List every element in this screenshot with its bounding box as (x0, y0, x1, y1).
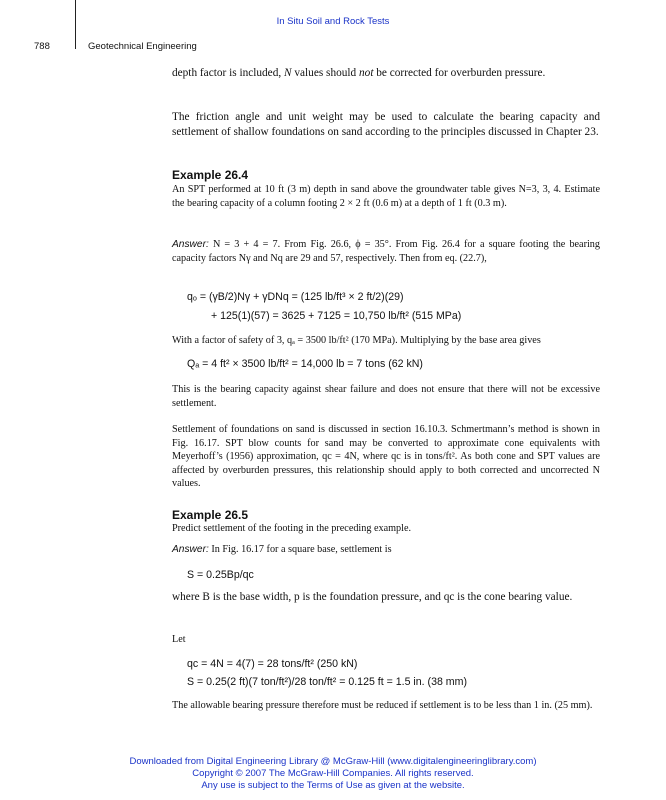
paragraph-safety-factor: With a factor of safety of 3, qₐ = 3500 lb/ft² (170 MPa). Multiplying by the base area gives (172, 335, 541, 346)
running-title: In Situ Soil and Rock Tests (276, 16, 390, 27)
equation-settlement-value: S = 0.25(2 ft)(7 ton/ft²)/28 ton/ft² = 0.125 ft = 1.5 in. (38 mm) (187, 676, 467, 688)
equation-settlement: S = 0.25Bp/qc (187, 569, 254, 581)
example-26-5-title: Example 26.5 (172, 508, 249, 522)
page-number: 788 (34, 41, 50, 52)
example-26-4-answer: Answer: N = 3 + 4 = 7. From Fig. 26.6, ϕ = 35°. From Fig. 26.4 for a square footing the bearing capacity factors Nγ and Nq are 29 and 57, respectively. Then from eq. (22.7), (172, 239, 600, 264)
example-26-5-answer: Answer: In Fig. 16.17 for a square base, settlement is (172, 544, 392, 555)
footer-terms-link[interactable]: Any use is subject to the Terms of Use as given at the website. (201, 780, 465, 791)
paragraph-conclusion: The allowable bearing pressure therefore must be reduced if settlement is to be less than 1 in. (25 mm). (172, 700, 593, 711)
paragraph-where: where B is the base width, p is the foundation pressure, and qc is the cone bearing value. (172, 591, 573, 603)
example-26-4-title: Example 26.4 (172, 168, 249, 182)
paragraph-overburden: depth factor is included, N values should not be corrected for overburden pressure. (172, 67, 546, 79)
equation-bearing-capacity: qₒ = (γB/2)Nγ + γDNq = (125 lb/ft³ × 2 ft/2)(29) (187, 291, 404, 303)
paragraph-settlement: Settlement of foundations on sand is discussed in section 16.10.3. Schmertmann’s method is shown in Fig. 16.17. SPT blow counts for sand may be converted to approximate cone equivalents with Meyerhoff’s (1956) approximation, qc = 4N, where qc is in tons/ft². As both cone and SPT values are affected by overburden pressures, this relationship should apply to both corrected and uncorrected N values. (172, 424, 600, 490)
example-26-5-problem: Predict settlement of the footing in the preceding example. (172, 523, 412, 534)
paragraph-friction-angle: The friction angle and unit weight may be used to calculate the bearing capacity and settlement of shallow foundations on sand according to the principles discussed in Chapter 23. (172, 111, 600, 138)
example-26-4-problem: An SPT performed at 10 ft (3 m) depth in sand above the groundwater table gives N=3, 3, 4. Estimate the bearing capacity of a column footing 2 × 2 ft (0.6 m) at a depth of 1 ft (0.3 m). (172, 184, 600, 209)
equation-allowable-load: Qₐ = 4 ft² × 3500 lb/ft² = 14,000 lb = 7 tons (62 kN) (187, 358, 423, 370)
footer-download-link[interactable]: Downloaded from Digital Engineering Library @ McGraw-Hill (www.digitalengineeringlibrary.com) (129, 756, 537, 767)
paragraph-let: Let (172, 634, 186, 645)
paragraph-shear-note: This is the bearing capacity against shear failure and does not ensure that there will not be excessive settlement. (172, 384, 600, 409)
header-divider (75, 0, 76, 49)
equation-cone-value: qc = 4N = 4(7) = 28 tons/ft² (250 kN) (187, 658, 358, 670)
footer-copyright: Copyright © 2007 The McGraw-Hill Companies. All rights reserved. (192, 768, 474, 779)
book-title: Geotechnical Engineering (88, 41, 197, 52)
equation-bearing-capacity-cont: + 125(1)(57) = 3625 + 7125 = 10,750 lb/ft² (515 MPa) (211, 310, 462, 322)
